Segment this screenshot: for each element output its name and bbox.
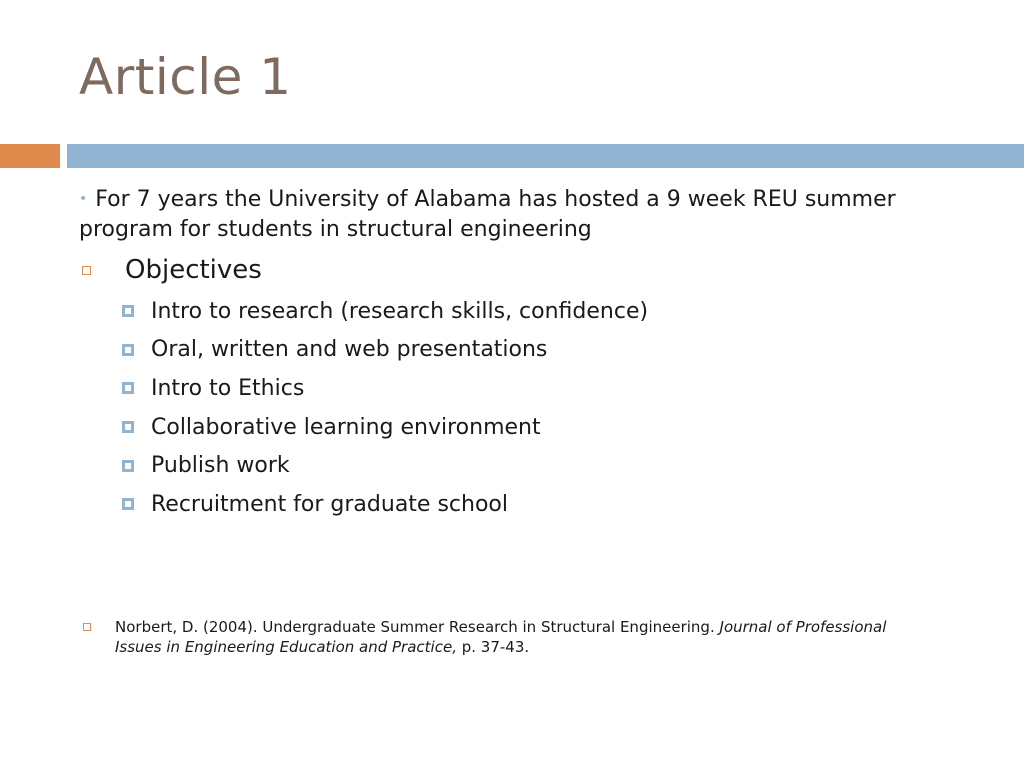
outline-square-icon — [83, 623, 91, 631]
objective-label: Intro to research (research skills, confidence) — [151, 298, 649, 324]
reference-journal: Journal of Professional Issues in Engineering Education and Practice, — [115, 618, 887, 656]
slide-title: Article 1 — [79, 48, 292, 106]
intro-text: For 7 years the University of Alabama has hosted a 9 week REU summer program for students in structural engineering — [79, 187, 896, 242]
small-dot-icon: • — [79, 191, 88, 207]
filled-square-icon — [122, 460, 134, 472]
objective-label: Recruitment for graduate school — [151, 491, 508, 517]
list-item — [122, 292, 648, 331]
objectives-heading — [79, 252, 262, 288]
objective-label: Publish work — [151, 453, 290, 479]
reference-text — [115, 617, 919, 657]
objectives-label: Objectives — [125, 255, 262, 285]
list-item — [122, 485, 648, 524]
objective-label: Intro to Ethics — [151, 375, 305, 401]
outline-square-icon — [82, 266, 91, 275]
filled-square-icon — [122, 382, 134, 394]
filled-square-icon — [122, 305, 134, 317]
objectives-list — [122, 292, 648, 524]
reference-pages: p. 37-43. — [461, 638, 530, 656]
filled-square-icon — [122, 344, 134, 356]
list-item — [122, 369, 648, 408]
reference-authors-year: Norbert, D. (2004). Undergraduate Summer Research in Structural Engineering. — [115, 618, 715, 636]
list-item — [122, 446, 648, 485]
reference-citation — [79, 617, 919, 657]
list-item — [122, 331, 648, 370]
list-item — [122, 408, 648, 447]
accent-band-orange — [0, 144, 60, 168]
filled-square-icon — [122, 498, 134, 510]
objective-label: Collaborative learning environment — [151, 414, 541, 440]
filled-square-icon — [122, 421, 134, 433]
accent-band-blue — [67, 144, 1024, 168]
intro-paragraph — [79, 184, 979, 245]
objective-label: Oral, written and web presentations — [151, 337, 548, 363]
